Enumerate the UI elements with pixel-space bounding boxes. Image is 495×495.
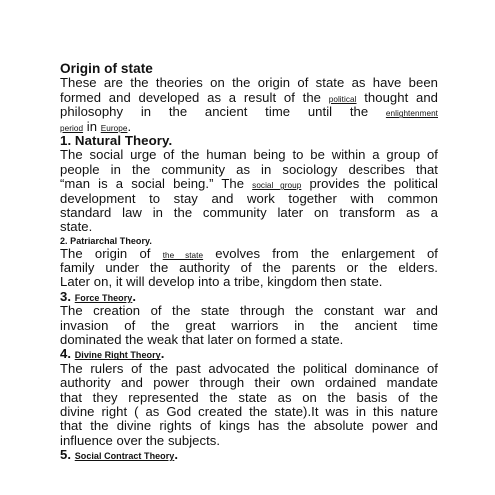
- document-body: [60, 62, 438, 463]
- social-contract-theory-link[interactable]: Social Contract Theory: [74, 451, 175, 462]
- natural-line-4: development to stay and work together with common: [60, 190, 438, 206]
- natural-theory-heading: 1. Natural Theory.: [60, 132, 173, 148]
- social-contract-theory-section: [60, 448, 438, 462]
- natural-line-3: [60, 177, 438, 191]
- text-span: “man is a social being.” The: [60, 176, 253, 192]
- text-span: .: [160, 346, 165, 362]
- divine-right-theory-section: [60, 347, 438, 448]
- divine-right-theory-link[interactable]: Divine Right Theory: [74, 350, 161, 361]
- patriarchal-theory-section: [60, 235, 438, 290]
- patriarchal-line-1: [60, 247, 438, 261]
- text-span: .: [174, 447, 179, 463]
- political-link[interactable]: political: [328, 94, 357, 104]
- natural-line-2: people in the community as in sociology describes that: [60, 161, 438, 177]
- patriarchal-line-3: Later on, it will develop into a tribe, kingdom then state.: [60, 274, 383, 290]
- natural-theory-section: [60, 134, 438, 235]
- natural-line-1: The social urge of the human being to be within a group of: [60, 147, 438, 163]
- period-link[interactable]: period: [60, 123, 84, 133]
- text-span: thought and: [356, 89, 438, 105]
- divine-line-2: authority and power through their own ordained mandate: [60, 375, 438, 391]
- social-group-link[interactable]: social group: [252, 181, 302, 191]
- text-span: in: [83, 118, 101, 134]
- page-title: Origin of state: [60, 61, 153, 76]
- divine-line-3: that they represented the state as on the basis of the: [60, 389, 438, 405]
- text-span: evolves from the enlargement of: [203, 245, 438, 261]
- social-contract-theory-heading: [60, 448, 438, 462]
- divine-line-5: that the divine rights of kings has the absolute power and: [60, 418, 438, 434]
- force-line-1: The creation of the state through the constant war and: [60, 303, 438, 319]
- intro-paragraph: [60, 76, 438, 134]
- the-state-link[interactable]: the state: [162, 250, 204, 260]
- intro-line-1: These are the theories on the origin of state as have been: [60, 75, 438, 91]
- force-theory-heading: [60, 290, 438, 304]
- section-number: 5.: [60, 447, 75, 463]
- patriarchal-line-2: family under the authority of the parents or the elders.: [60, 260, 438, 276]
- text-span: philosophy in the ancient time until the: [60, 104, 386, 120]
- divine-line-4: divine right ( as God created the state).It was in this nature: [60, 403, 438, 419]
- natural-line-5: standard law in the community later on transform as a: [60, 204, 438, 220]
- text-span: .: [132, 288, 137, 304]
- divine-line-1: The rulers of the past advocated the political dominance of: [60, 360, 438, 376]
- force-line-3: dominated the weak that later on formed a state.: [60, 332, 344, 348]
- text-span: The origin of: [60, 245, 163, 261]
- text-span: provides the political: [301, 176, 439, 192]
- force-theory-section: [60, 290, 438, 348]
- divine-line-6: influence over the subjects.: [60, 432, 221, 448]
- force-line-2: invasion of the great warriors in the ancient time: [60, 317, 438, 333]
- natural-line-6: state.: [60, 219, 93, 235]
- patriarchal-theory-heading: 2. Patriarchal Theory.: [60, 235, 152, 246]
- europe-link[interactable]: Europe: [100, 123, 128, 133]
- enlightenment-link[interactable]: enlightenment: [385, 109, 438, 119]
- divine-right-theory-heading: [60, 347, 438, 361]
- intro-line-3: [60, 105, 438, 119]
- intro-line-2: [60, 91, 438, 105]
- force-theory-link[interactable]: Force Theory: [74, 292, 133, 303]
- text-span: formed and developed as a result of the: [60, 89, 329, 105]
- intro-line-4: [60, 120, 438, 134]
- section-number: 3.: [60, 288, 75, 304]
- section-number: 4.: [60, 346, 75, 362]
- text-span: .: [127, 118, 132, 134]
